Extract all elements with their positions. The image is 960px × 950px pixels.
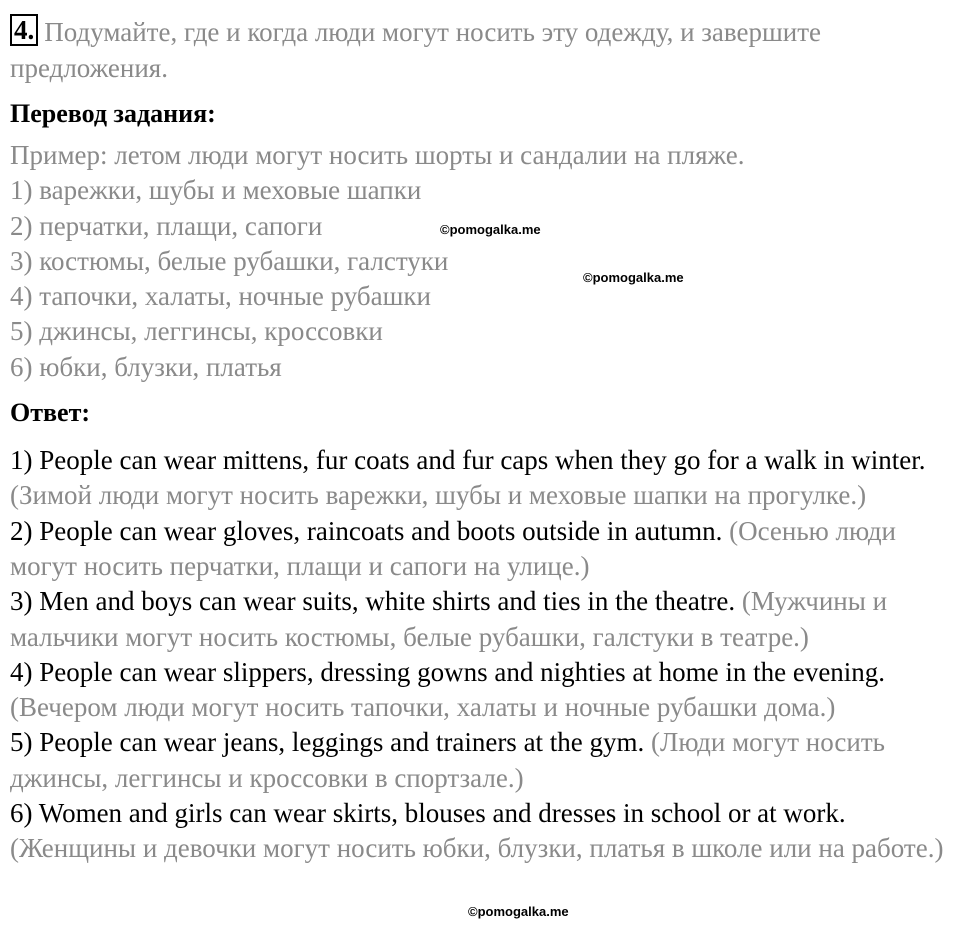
- answer-russian: (Женщины и девочки могут носить юбки, блузки, платья в школе или на работе.): [10, 833, 944, 864]
- watermark: ©pomogalka.me: [583, 270, 684, 285]
- watermark: ©pomogalka.me: [468, 904, 569, 919]
- answer-item: [10, 725, 945, 796]
- translation-heading: Перевод задания:: [10, 99, 216, 128]
- answer-item: [10, 655, 945, 726]
- answer-heading: Ответ:: [10, 398, 91, 428]
- translation-item: 2) перчатки, плащи, сапоги: [10, 210, 323, 241]
- task-instruction-block: [10, 14, 945, 86]
- translation-item: 6) юбки, блузки, платья: [10, 351, 282, 382]
- translation-item: 4) тапочки, халаты, ночные рубашки: [10, 281, 431, 312]
- answer-item: [10, 514, 945, 585]
- answer-russian: (Вечером люди могут носить тапочки, халаты и ночные рубашки дома.): [10, 692, 836, 723]
- watermark: ©pomogalka.me: [440, 222, 541, 237]
- answer-item: [10, 443, 945, 514]
- translation-list: [10, 138, 945, 385]
- task-instruction: Подумайте, где и когда люди могут носить эту одежду, и завершите предложения.: [10, 17, 822, 83]
- answer-english: 5) People can wear jeans, leggings and trainers at the gym.: [10, 727, 645, 758]
- answer-russian: (Осенью люди могут носить перчатки, плащи и сапоги на улице.): [10, 515, 897, 581]
- task-number: 4.: [10, 14, 38, 46]
- answer-english: 4) People can wear slippers, dressing gowns and nighties at home in the evening.: [10, 656, 886, 687]
- answer-russian: (Мужчины и мальчики могут носить костюмы, белые рубашки, галстуки в театре.): [10, 586, 888, 652]
- answer-english: 1) People can wear mittens, fur coats and fur caps when they go for a walk in winter.: [10, 445, 926, 476]
- translation-item: 1) варежки, шубы и меховые шапки: [10, 175, 422, 206]
- exercise-page: [10, 14, 945, 867]
- answer-russian: (Зимой люди могут носить варежки, шубы и меховые шапки на прогулке.): [10, 480, 867, 511]
- answer-english: 3) Men and boys can wear suits, white shirts and ties in the theatre.: [10, 586, 736, 617]
- translation-item: 5) джинсы, леггинсы, кроссовки: [10, 316, 383, 347]
- translation-item: 3) костюмы, белые рубашки, галстуки: [10, 245, 449, 276]
- answer-english: 2) People can wear gloves, raincoats and boots outside in autumn.: [10, 515, 723, 546]
- answer-item: [10, 584, 945, 655]
- translation-example: Пример: летом люди могут носить шорты и сандалии на пляже.: [10, 140, 745, 170]
- answer-russian: (Люди могут носить джинсы, леггинсы и кроссовки в спортзале.): [10, 727, 885, 793]
- answer-english: 6) Women and girls can wear skirts, blouses and dresses in school or at work.: [10, 798, 846, 829]
- answer-list: [10, 443, 945, 867]
- answer-item: [10, 796, 945, 867]
